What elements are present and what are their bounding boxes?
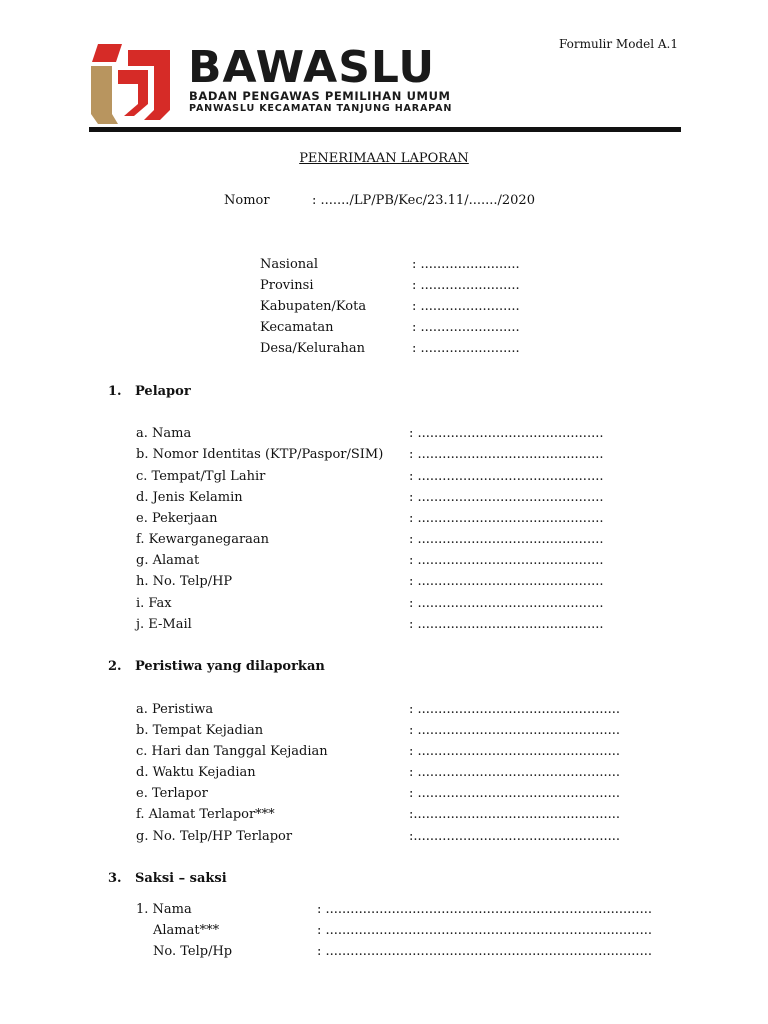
brand-unit: PANWASLU KECAMATAN TANJUNG HARAPAN bbox=[189, 103, 453, 114]
header-divider bbox=[89, 127, 681, 132]
witness-address-label: Alamat*** bbox=[153, 923, 220, 938]
nomor-value: : ......./LP/PB/Kec/23.11/......./2020 bbox=[312, 193, 535, 208]
field-value: : ................................................. bbox=[409, 786, 620, 801]
level-label: Nasional bbox=[260, 257, 319, 272]
field-label: b. Nomor Identitas (KTP/Paspor/SIM) bbox=[136, 447, 384, 462]
field-value: : ............................................. bbox=[409, 532, 604, 547]
section2-title: Peristiwa yang dilaporkan bbox=[135, 659, 325, 674]
witness-name-label: 1. Nama bbox=[136, 902, 192, 917]
level-value: : ........................ bbox=[412, 257, 520, 272]
nomor-label: Nomor bbox=[224, 193, 270, 208]
field-label: d. Waktu Kejadian bbox=[136, 765, 256, 780]
field-label: e. Terlapor bbox=[136, 786, 208, 801]
witness-address-value: : ............................................................................... bbox=[317, 923, 652, 938]
field-label: h. No. Telp/HP bbox=[136, 574, 233, 589]
field-label: i. Fax bbox=[136, 596, 172, 611]
level-label: Desa/Kelurahan bbox=[260, 341, 365, 356]
witness-phone-value: : ............................................................................... bbox=[317, 944, 652, 959]
section3-number: 3. bbox=[108, 871, 122, 886]
field-label: e. Pekerjaan bbox=[136, 511, 218, 526]
field-value: : ............................................. bbox=[409, 426, 604, 441]
field-value: :.................................................. bbox=[409, 807, 620, 822]
field-value: : ................................................. bbox=[409, 744, 620, 759]
field-label: d. Jenis Kelamin bbox=[136, 490, 243, 505]
section2-number: 2. bbox=[108, 659, 122, 674]
section1-number: 1. bbox=[108, 384, 122, 399]
witness-name-value: : ............................................................................... bbox=[317, 902, 652, 917]
level-label: Kecamatan bbox=[260, 320, 334, 335]
field-value: : ................................................. bbox=[409, 723, 620, 738]
brand-subtitle: BADAN PENGAWAS PEMILIHAN UMUM bbox=[189, 89, 451, 103]
field-value: : ................................................. bbox=[409, 765, 620, 780]
field-value: :.................................................. bbox=[409, 829, 620, 844]
field-value: : ................................................. bbox=[409, 702, 620, 717]
logo-gold-left bbox=[91, 66, 118, 124]
field-value: : ............................................. bbox=[409, 574, 604, 589]
section1-title: Pelapor bbox=[135, 384, 191, 399]
field-value: : ............................................. bbox=[409, 490, 604, 505]
field-value: : ............................................. bbox=[409, 596, 604, 611]
bawaslu-logo bbox=[88, 40, 170, 124]
brand-name: BAWASLU bbox=[188, 42, 436, 93]
field-value: : ............................................. bbox=[409, 617, 604, 632]
logo-red-top bbox=[92, 44, 122, 62]
field-label: g. Alamat bbox=[136, 553, 200, 568]
field-label: a. Nama bbox=[136, 426, 192, 441]
witness-phone-label: No. Telp/Hp bbox=[153, 944, 233, 959]
document-title-text: PENERIMAAN LAPORAN bbox=[299, 151, 469, 166]
logo-red-center bbox=[118, 70, 148, 116]
field-label: a. Peristiwa bbox=[136, 702, 214, 717]
field-label: f. Kewarganegaraan bbox=[136, 532, 270, 547]
field-value: : ............................................. bbox=[409, 447, 604, 462]
level-value: : ........................ bbox=[412, 341, 520, 356]
form-code: Formulir Model A.1 bbox=[558, 37, 678, 51]
level-value: : ........................ bbox=[412, 299, 520, 314]
document-title bbox=[0, 151, 768, 166]
field-value: : ............................................. bbox=[409, 553, 604, 568]
field-label: c. Tempat/Tgl Lahir bbox=[136, 469, 266, 484]
level-label: Provinsi bbox=[260, 278, 314, 293]
field-value: : ............................................. bbox=[409, 511, 604, 526]
level-value: : ........................ bbox=[412, 278, 520, 293]
field-label: g. No. Telp/HP Terlapor bbox=[136, 829, 293, 844]
field-label: b. Tempat Kejadian bbox=[136, 723, 264, 738]
section3-title: Saksi – saksi bbox=[135, 871, 227, 886]
field-label: c. Hari dan Tanggal Kejadian bbox=[136, 744, 328, 759]
level-label: Kabupaten/Kota bbox=[260, 299, 367, 314]
field-value: : ............................................. bbox=[409, 469, 604, 484]
field-label: j. E-Mail bbox=[136, 617, 192, 632]
field-label: f. Alamat Terlapor*** bbox=[136, 807, 275, 822]
level-value: : ........................ bbox=[412, 320, 520, 335]
